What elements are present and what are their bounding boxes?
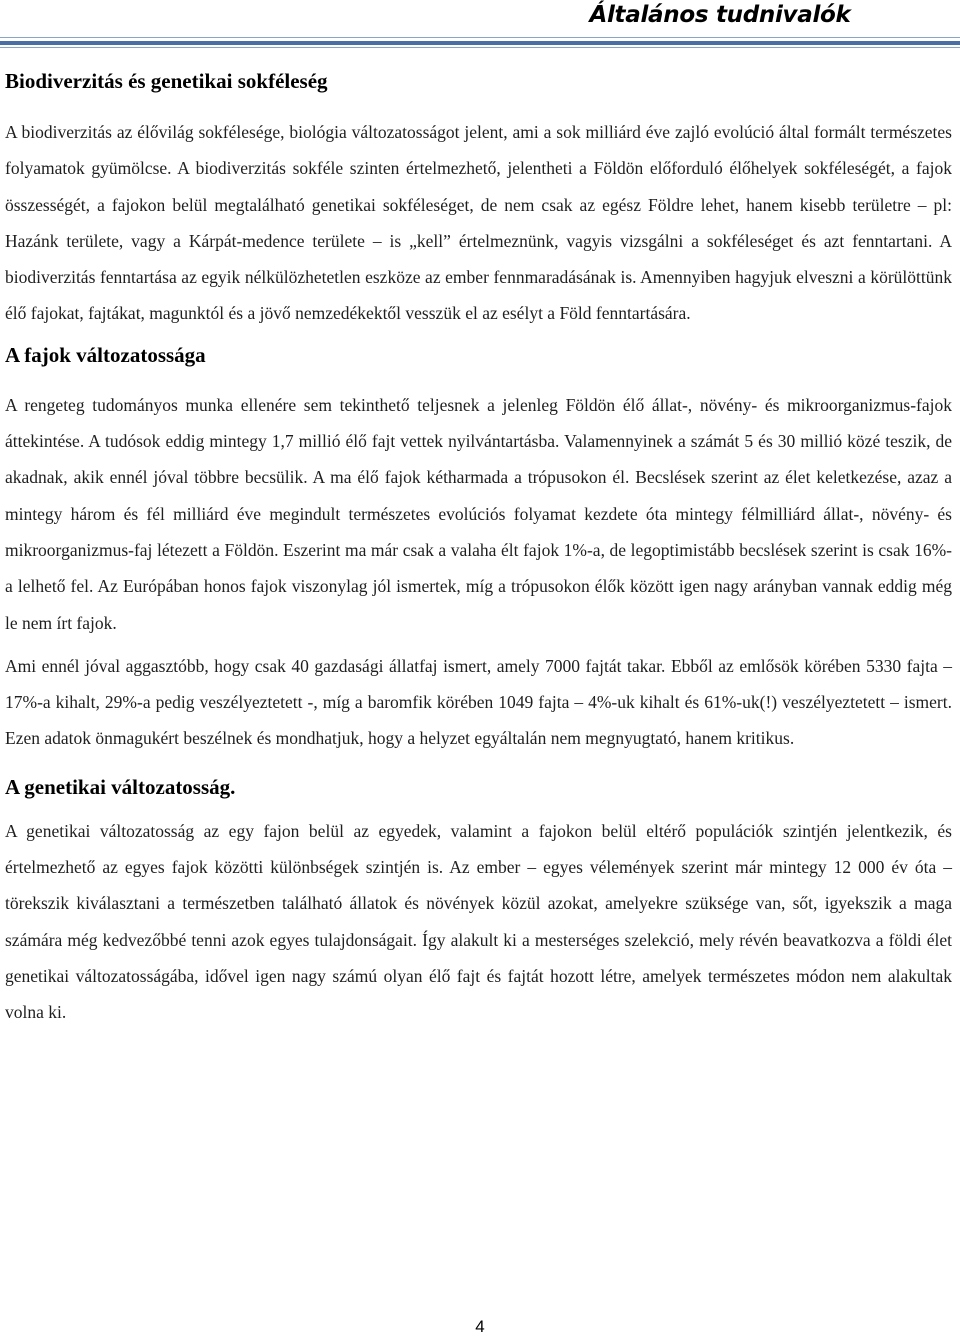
header-rule-thin-bottom	[0, 47, 960, 48]
section-heading-genetikai-valtozatossag: A genetikai változatosság.	[5, 774, 236, 799]
paragraph-fajok-1: A rengeteg tudományos munka ellenére sem tekinthető teljesnek a jelenleg Földön élő állat-, növény- és mikroorganizmus-fajok áttekintése. A tudósok eddig mintegy 1,7 millió élő fajt vettek nyilvántartásba. Valamennyinek a számát 5 és 30 millió közé teszik, de akadnak, akik ennél jóval többre becsülik. A ma élő fajok kétharmada a trópusokon él. Becslések szerint az élet keletkezése, azaz a mintegy három és fél milliárd éve megindult természetes evolúciós folyamat kezdete óta mintegy félmilliárd állat-, növény- és mikroorganizmus-faj létezett a Földön. Eszerint ma már csak a valaha élt fajok 1%-a, de legoptimistább becslések szerint is csak 16%-a lelhető fel. Az Európában honos fajok viszonylag jól ismertek, míg a trópusokon élők között igen nagy arányban vannak eddig még le nem írt fajok.	[5, 394, 952, 633]
paragraph-genetikai: A genetikai változatosság az egy fajon belül az egyedek, valamint a fajokon belül eltérő populációk szintjén jelentkezik, és értelmezhető az egyes fajok közötti különbségek szintjén is. Az ember – egyes vélemények szerint már mintegy 12 000 év óta – törekszik kiválasztani a természetben található állatok és növények közül azokat, amelyekre szüksége van, sőt, igyekszik a maga számára még kedvezőbbé tenni azok egyes tulajdonságait. Így alakult ki a mesterséges szelekció, mely révén beavatkozva a földi élet genetikai változatosságába, idővel igen nagy számú olyan élő fajt és fajtát hozott létre, amelyek természetes módon nem alakultak volna ki.	[5, 820, 952, 1023]
document-body	[5, 58, 952, 1031]
paragraph-fajok-2: Ami ennél jóval aggasztóbb, hogy csak 40 gazdasági állatfaj ismert, amely 7000 fajtát takar. Ebből az emlősök körében 5330 fajta – 17%-a kihalt, 29%-a pedig veszélyeztetett -, míg a baromfik körében 1049 fajta – 4%-uk kihalt és 61%-uk(!) veszélyeztetett – ismert. Ezen adatok önmagukért beszélnek és mondhatjuk, hogy a helyzet egyáltalán nem megnyugtató, hanem kritikus.	[5, 655, 952, 749]
header-rule	[0, 37, 960, 51]
header-rule-thick	[0, 41, 960, 45]
paragraph-biodiverzitas: A biodiverzitás az élővilág sokfélesége, biológia változatosságot jelent, ami a sok milliárd éve zajló evolúció által formált természetes folyamatok gyümölcse. A biodiverzitás sokféle szinten értelmezhető, jelentheti a Földön előforduló élőhelyek sokféleségét, a fajok összességét, a fajokon belül megtalálható genetikai sokféleséget, de nem csak az egész Földre lehet, hanem kisebb területre – pl: Hazánk területe, vagy a Kárpát-medence területe – is „kell” értelmeznünk, vagyis vizsgálni a sokféleséget és azt fenntartani. A biodiverzitás fenntartása az egyik nélkülözhetetlen eszköze az ember fennmaradásának is. Amennyiben hagyjuk elveszni a körülöttünk élő fajokat, fajtákat, magunktól és a jövő nemzedékektől vesszük el az esélyt a Föld fenntartására.	[5, 122, 952, 324]
section-heading-biodiverzitas: Biodiverzitás és genetikai sokféleség	[5, 69, 328, 93]
section-heading-fajok-valtozatossaga: A fajok változatossága	[5, 342, 206, 367]
header-rule-thin-top	[0, 37, 960, 38]
page-number: 4	[475, 1317, 485, 1336]
page-header-title: Általános tudnivalók	[589, 2, 851, 28]
